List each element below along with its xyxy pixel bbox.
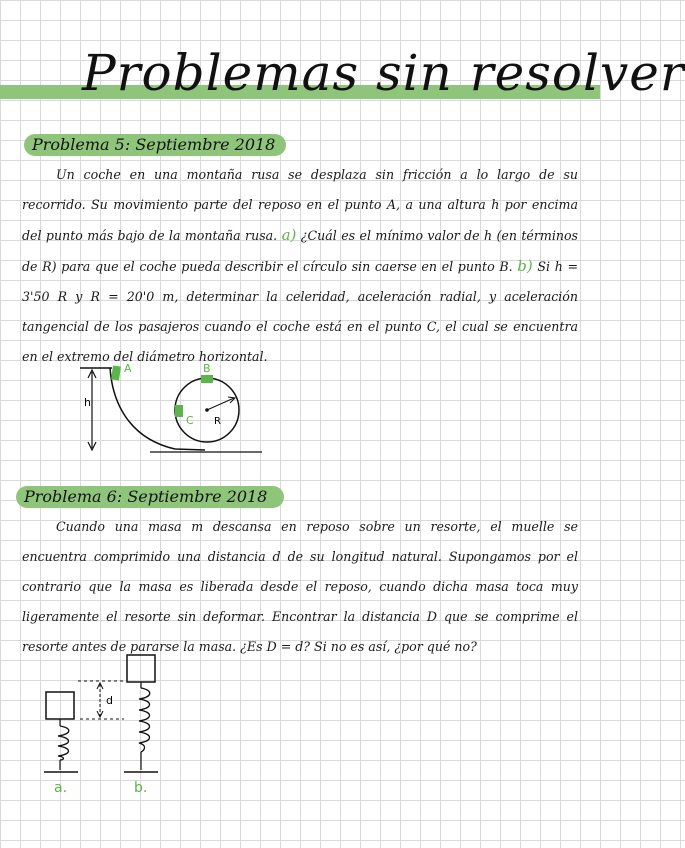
- caption-b: b.: [134, 780, 148, 796]
- page-title: Problemas sin resolver: [82, 44, 685, 102]
- caption-a: a.: [54, 780, 68, 796]
- problem-5-question-a: ¿Cuál es el mínimo valor de h (en términos de R) para que el coche pueda describir el círculo sin caerse en el punto B.: [22, 228, 578, 274]
- problem-5-label-a: a): [281, 226, 297, 244]
- problem-5-label-b: b): [517, 257, 533, 275]
- spring-b-coil: [139, 688, 150, 752]
- problem-5-statement: Un coche en una montaña rusa se desplaza sin fricción a lo largo de su recorrido. Su movimiento parte del reposo en el punto A, a una altura h por encima del punto más bajo de la montaña rusa.: [22, 167, 578, 243]
- label-d: d: [106, 694, 113, 707]
- problem-5-question-b: Si h = 3'50 R y R = 20'0 m, determinar la celeridad, aceleración radial, y aceleración tangencial de los pasajeros cuando el coche está en el punto C, el cual se encuentra en el extremo del diámetro horizontal.: [22, 259, 579, 364]
- mass-b: [127, 655, 155, 682]
- problem-6-statement: Cuando una masa m descansa en reposo sobre un resorte, el muelle se encuentra comprimido una distancia d de su longitud natural. Supongamos por el contrario que la masa es liberada desde el reposo, cuando dicha masa toca muy ligeramente el resorte sin deformar. Encontrar la distancia D que se comprime el resorte antes de pararse la masa. ¿Es D = d? Si no es así, ¿por qué no?: [22, 519, 578, 654]
- mass-a: [46, 692, 74, 719]
- label-a: A: [124, 362, 132, 375]
- label-c: C: [186, 414, 194, 427]
- label-r: R: [214, 416, 221, 427]
- label-b: B: [203, 362, 211, 375]
- spring-a-coil: [58, 726, 69, 760]
- problem-5-heading: Problema 5: Septiembre 2018: [32, 135, 276, 154]
- label-h: h: [84, 396, 91, 409]
- problem-6-heading: Problema 6: Septiembre 2018: [24, 487, 268, 506]
